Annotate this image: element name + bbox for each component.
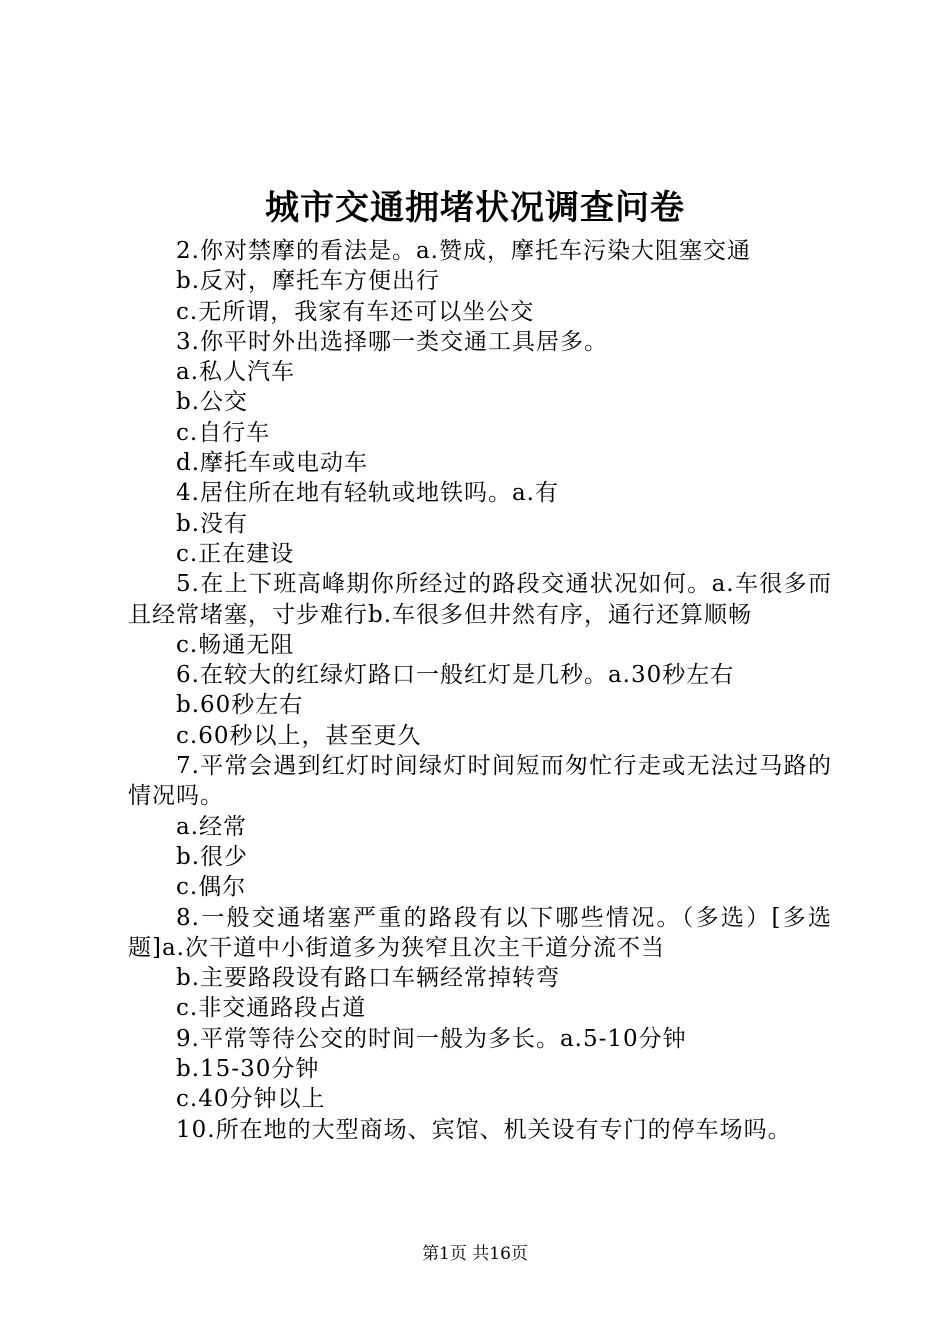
question-paragraph: 8.一般交通堵塞严重的路段有以下哪些情况。（多选）[多选题]a.次干道中小街道多为狭窄且次主干道分流不当 (128, 904, 832, 961)
option-line: a.经常 (176, 813, 248, 840)
option-line: b.15-30分钟 (176, 1056, 320, 1083)
option-line: b.很少 (176, 843, 249, 870)
question-line: 10.所在地的大型商场、宾馆、机关设有专门的停车场吗。 (176, 1116, 792, 1143)
option-line: c.畅通无阻 (176, 631, 295, 658)
question-line: 3.你平时外出选择哪一类交通工具居多。 (176, 328, 608, 355)
option-line: b.没有 (176, 510, 249, 537)
page-title: 城市交通拥堵状况调查问卷 (265, 188, 685, 228)
option-line: c.正在建设 (176, 540, 295, 567)
option-line: b.公交 (176, 389, 249, 416)
question-line: 2.你对禁摩的看法是。a.赞成，摩托车污染大阻塞交通 (176, 238, 751, 264)
option-line: c.60秒以上，甚至更久 (176, 722, 422, 749)
question-line: 4.居住所在地有轻轨或地铁吗。a.有 (176, 480, 559, 507)
option-line: c.无所谓，我家有车还可以坐公交 (176, 298, 535, 325)
option-line: c.非交通路段占道 (176, 995, 367, 1022)
question-line: 9.平常等待公交的时间一般为多长。a.5-10分钟 (176, 1025, 687, 1052)
question-paragraph: 5.在上下班高峰期你所经过的路段交通状况如何。a.车很多而且经常堵塞，寸步难行b.车很多但井然有序，通行还算顺畅 (128, 571, 832, 628)
option-line: a.私人汽车 (176, 359, 296, 386)
question-line: 6.在较大的红绿灯路口一般红灯是几秒。a.30秒左右 (176, 662, 735, 689)
option-line: c.偶尔 (176, 874, 247, 901)
question-paragraph: 7.平常会遇到红灯时间绿灯时间短而匆忙行走或无法过马路的情况吗。 (128, 753, 832, 810)
option-line: b.主要路段设有路口车辆经常掉转弯 (176, 965, 561, 992)
page-footer: 第1页 共16页 (422, 1244, 528, 1264)
option-line: c.自行车 (176, 419, 271, 446)
option-line: c.40分钟以上 (176, 1086, 326, 1113)
option-line: b.60秒左右 (176, 692, 304, 719)
option-line: b.反对，摩托车方便出行 (176, 268, 441, 295)
document-body (128, 236, 832, 1145)
option-line: d.摩托车或电动车 (176, 450, 369, 477)
